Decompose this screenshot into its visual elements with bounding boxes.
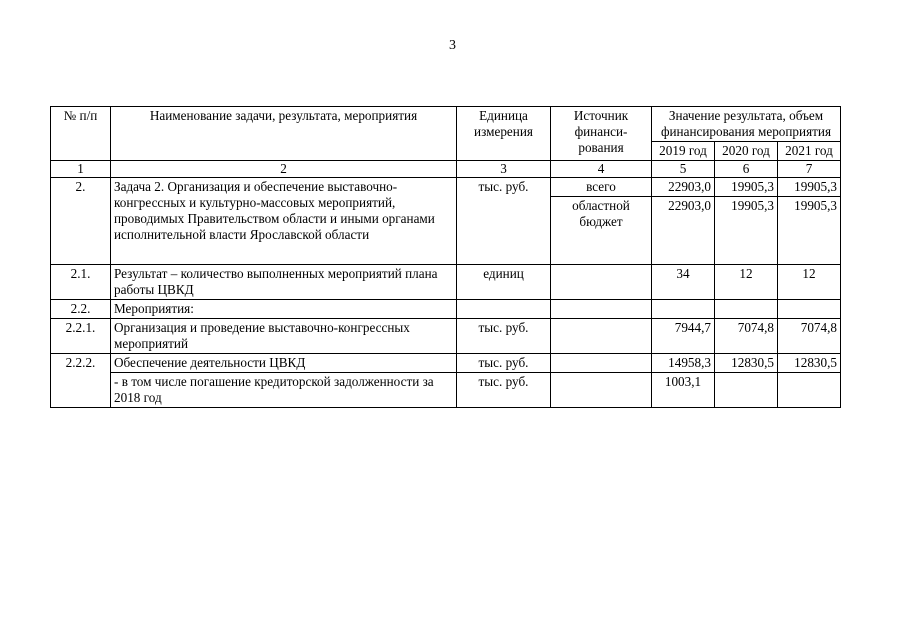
row-unit bbox=[457, 300, 551, 319]
row-no: 2.2.2. bbox=[51, 354, 111, 373]
row-value-2021: 19905,3 bbox=[778, 197, 841, 265]
row-value-2019: 1003,1 bbox=[652, 373, 715, 408]
row-value-2020 bbox=[715, 300, 778, 319]
row-unit: тыс. руб. bbox=[457, 319, 551, 354]
header-no: № п/п bbox=[51, 107, 111, 161]
page-number: 3 bbox=[449, 38, 456, 53]
header-source: Источник финанси-рования bbox=[551, 107, 652, 161]
row-name: Результат – количество выполненных мероприятий плана работы ЦВКД bbox=[111, 265, 457, 300]
row-no: 2.2. bbox=[51, 300, 111, 319]
column-number: 4 bbox=[551, 161, 652, 178]
results-table bbox=[50, 106, 841, 408]
row-value-2019: 7944,7 bbox=[652, 319, 715, 354]
table-row bbox=[51, 178, 841, 197]
row-value-2021: 12830,5 bbox=[778, 354, 841, 373]
row-value-2020 bbox=[715, 373, 778, 408]
header-name: Наименование задачи, результата, мероприятия bbox=[111, 107, 457, 161]
row-no: 2.1. bbox=[51, 265, 111, 300]
row-name: Обеспечение деятельности ЦВКД bbox=[111, 354, 457, 373]
row-no: 2.2.1. bbox=[51, 319, 111, 354]
row-unit: тыс. руб. bbox=[457, 354, 551, 373]
row-value-2020: 19905,3 bbox=[715, 178, 778, 197]
column-number: 6 bbox=[715, 161, 778, 178]
header-year-2021: 2021 год bbox=[778, 142, 841, 161]
column-number: 1 bbox=[51, 161, 111, 178]
column-number: 7 bbox=[778, 161, 841, 178]
row-value-2020: 7074,8 bbox=[715, 319, 778, 354]
row-source: областной бюджет bbox=[551, 197, 652, 265]
row-name: - в том числе погашение кредиторской задолженности за 2018 год bbox=[111, 373, 457, 408]
row-unit: тыс. руб. bbox=[457, 373, 551, 408]
row-value-2019: 34 bbox=[652, 265, 715, 300]
row-unit: тыс. руб. bbox=[457, 178, 551, 265]
column-numbers-row bbox=[51, 161, 841, 178]
row-no: 2. bbox=[51, 178, 111, 265]
row-name: Задача 2. Организация и обеспечение выставочно-конгрессных и культурно-массовых мероприятий, проводимых Правительством области и иными органами исполнительной власти Ярославской области bbox=[111, 178, 457, 265]
row-value-2019 bbox=[652, 300, 715, 319]
row-value-2021: 19905,3 bbox=[778, 178, 841, 197]
header-year-2019: 2019 год bbox=[652, 142, 715, 161]
row-source bbox=[551, 265, 652, 300]
table-row bbox=[51, 265, 841, 300]
row-name: Организация и проведение выставочно-конгрессных мероприятий bbox=[111, 319, 457, 354]
row-value-2021 bbox=[778, 300, 841, 319]
column-number: 2 bbox=[111, 161, 457, 178]
row-value-2021: 7074,8 bbox=[778, 319, 841, 354]
header-unit: Единица измерения bbox=[457, 107, 551, 161]
table-row bbox=[51, 300, 841, 319]
row-value-2019: 22903,0 bbox=[652, 178, 715, 197]
header-year-2020: 2020 год bbox=[715, 142, 778, 161]
row-source bbox=[551, 354, 652, 373]
row-name: Мероприятия: bbox=[111, 300, 457, 319]
header-value: Значение результата, объем финансирования мероприятия bbox=[652, 107, 841, 142]
row-value-2021: 12 bbox=[778, 265, 841, 300]
row-source bbox=[551, 319, 652, 354]
header-row bbox=[51, 107, 841, 142]
column-number: 5 bbox=[652, 161, 715, 178]
row-value-2019: 14958,3 bbox=[652, 354, 715, 373]
row-value-2020: 19905,3 bbox=[715, 197, 778, 265]
row-no bbox=[51, 373, 111, 408]
row-source bbox=[551, 373, 652, 408]
row-source: всего bbox=[551, 178, 652, 197]
row-value-2020: 12830,5 bbox=[715, 354, 778, 373]
table-row bbox=[51, 319, 841, 354]
row-value-2019: 22903,0 bbox=[652, 197, 715, 265]
table-row bbox=[51, 373, 841, 408]
table-row bbox=[51, 354, 841, 373]
row-source bbox=[551, 300, 652, 319]
column-number: 3 bbox=[457, 161, 551, 178]
row-unit: единиц bbox=[457, 265, 551, 300]
row-value-2021 bbox=[778, 373, 841, 408]
row-value-2020: 12 bbox=[715, 265, 778, 300]
